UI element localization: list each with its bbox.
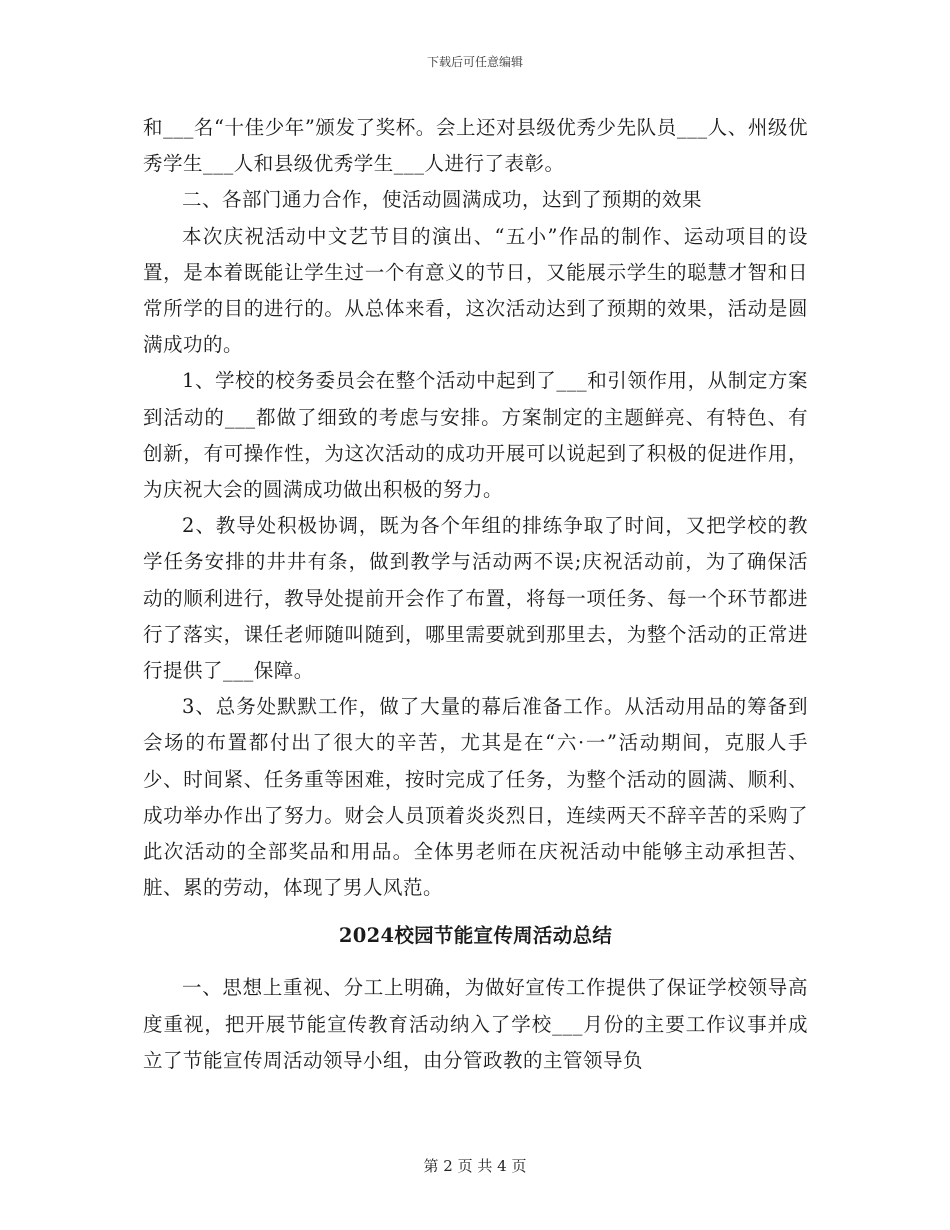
page-header: 下载后可任意编辑	[426, 55, 523, 69]
section-heading: 二、各部门通力合作，使活动圆满成功，达到了预期的效果	[182, 188, 703, 212]
document-body	[143, 110, 808, 1079]
paragraph: 和___名“十佳少年”颁发了奖杯。会上还对县级优秀少先队员___人、州级优秀学生___人和县级优秀学生___人进行了表彰。	[143, 116, 808, 176]
paragraph: 3、总务处默默工作，做了大量的幕后准备工作。从活动用品的筹备到会场的布置都付出了很大的辛苦，尤其是在“六·一”活动期间，克服人手少、时间紧、任务重等困难，按时完成了任务，为整个活动的圆满、顺利、成功举办作出了努力。财会人员顶着炎炎烈日，连续两天不辞辛苦的采购了此次活动的全部奖品和用品。全体男老师在庆祝活动中能够主动承担苦、脏、累的劳动，体现了男人风范。	[143, 695, 808, 900]
paragraph: 2、教导处积极协调，既为各个年组的排练争取了时间，又把学校的教学任务安排的井井有条，做到教学与活动两不误;庆祝活动前，为了确保活动的顺利进行，教导处提前开会作了布置，将每一项任务、每一个环节都进行了落实，课任老师随叫随到，哪里需要就到那里去，为整个活动的正常进行提供了___保障。	[143, 514, 808, 683]
paragraph: 1、学校的校务委员会在整个活动中起到了___和引领作用，从制定方案到活动的___都做了细致的考虑与安排。方案制定的主题鲜亮、有特色、有创新，有可操作性，为这次活动的成功开展可以说起到了积极的促进作用，为庆祝大会的圆满成功做出积极的努力。	[143, 369, 808, 502]
document-title: 2024校园节能宣传周活动总结	[338, 924, 613, 948]
paragraph: 一、思想上重视、分工上明确，为做好宣传工作提供了保证学校领导高度重视，把开展节能宣传教育活动纳入了学校___月份的主要工作议事并成立了节能宣传周活动领导小组，由分管政教的主管领导负	[143, 976, 808, 1072]
page-number: 第 2 页 共 4 页	[423, 1157, 527, 1175]
paragraph: 本次庆祝活动中文艺节目的演出、“五小”作品的制作、运动项目的设置，是本着既能让学生过一个有意义的节日，又能展示学生的聪慧才智和日常所学的目的进行的。从总体来看，这次活动达到了预期的效果，活动是圆满成功的。	[143, 224, 808, 357]
